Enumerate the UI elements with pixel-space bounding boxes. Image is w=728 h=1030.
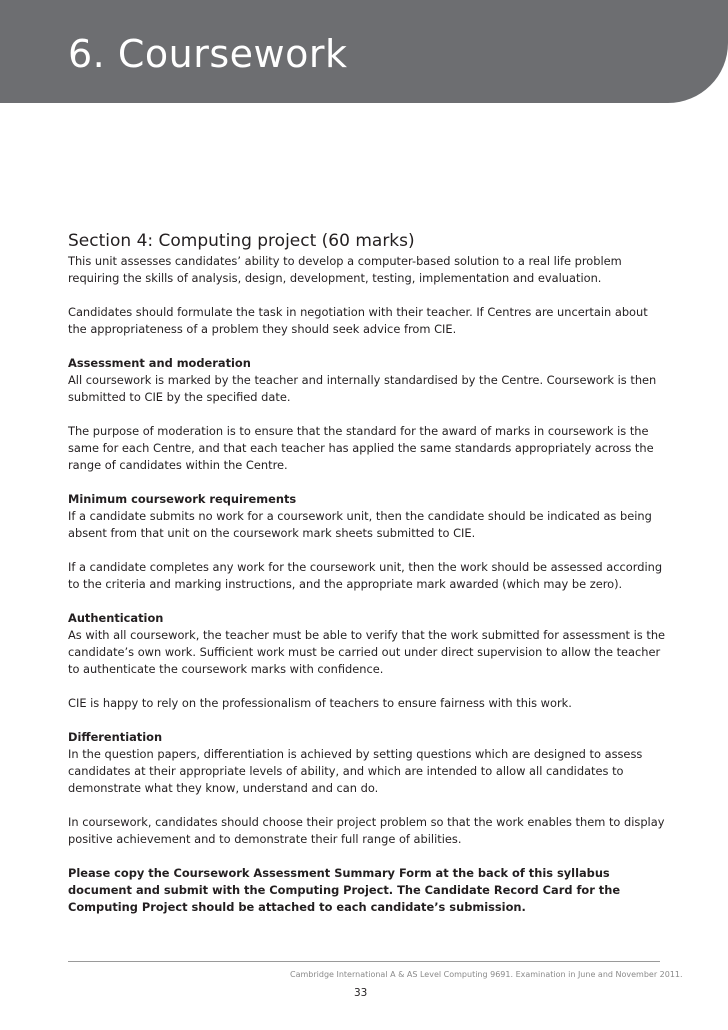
assessment-paragraph-2: The purpose of moderation is to ensure that the standard for the award of marks in coursework is the same for each Centre, and that each teacher has applied the same standards appropriately across the range of candidates within the Centre.	[68, 424, 654, 472]
intro-paragraph-2: Candidates should formulate the task in negotiation with their teacher. If Centres are uncertain about the appropriateness of a problem they should seek advice from CIE.	[68, 305, 648, 336]
intro-paragraph-1: This unit assesses candidates’ ability to develop a computer-based solution to a real life problem requiring the skills of analysis, design, development, testing, implementation and evaluation.	[68, 254, 622, 285]
authentication-heading: Authentication	[68, 611, 164, 625]
main-content	[68, 229, 668, 916]
assessment-heading: Assessment and moderation	[68, 356, 251, 370]
authentication-paragraph-2: CIE is happy to rely on the professionalism of teachers to ensure fairness with this work.	[68, 696, 572, 710]
minimum-paragraph-2: If a candidate completes any work for the coursework unit, then the work should be assessed according to the criteria and marking instructions, and the appropriate mark awarded (which may be zero).	[68, 560, 663, 591]
differentiation-paragraph-1: In the question papers, differentiation is achieved by setting questions which are designed to assess candidates at their appropriate levels of ability, and which are intended to allow all candidates to demonstrate what they know, understand and can do.	[68, 747, 643, 795]
header-banner	[0, 0, 728, 103]
authentication-paragraph-1: As with all coursework, the teacher must be able to verify that the work submitted for assessment is the candidate’s own work. Sufficient work must be carried out under direct supervision to allow the teacher to authenticate the coursework marks with confidence.	[68, 628, 666, 676]
minimum-paragraph-1: If a candidate submits no work for a coursework unit, then the candidate should be indicated as being absent from that unit on the coursework mark sheets submitted to CIE.	[68, 509, 652, 540]
section-heading: Section 4: Computing project (60 marks)	[68, 231, 415, 251]
page-number: 33	[354, 987, 368, 999]
differentiation-paragraph-2: In coursework, candidates should choose their project problem so that the work enables them to display positive achievement and to demonstrate their full range of abilities.	[68, 815, 665, 846]
minimum-heading: Minimum coursework requirements	[68, 492, 297, 506]
assessment-paragraph-1: All coursework is marked by the teacher and internally standardised by the Centre. Coursework is then submitted to CIE by the specified date.	[68, 373, 657, 404]
footer-divider	[68, 961, 660, 962]
submission-notice: Please copy the Coursework Assessment Summary Form at the back of this syllabus document and submit with the Computing Project. The Candidate Record Card for the Computing Project should be attached to each candidate’s submission.	[68, 866, 621, 914]
footer-text: Cambridge International A & AS Level Computing 9691. Examination in June and November 2011.	[290, 970, 683, 979]
page-title: 6. Coursework	[68, 32, 348, 76]
differentiation-heading: Differentiation	[68, 730, 163, 744]
